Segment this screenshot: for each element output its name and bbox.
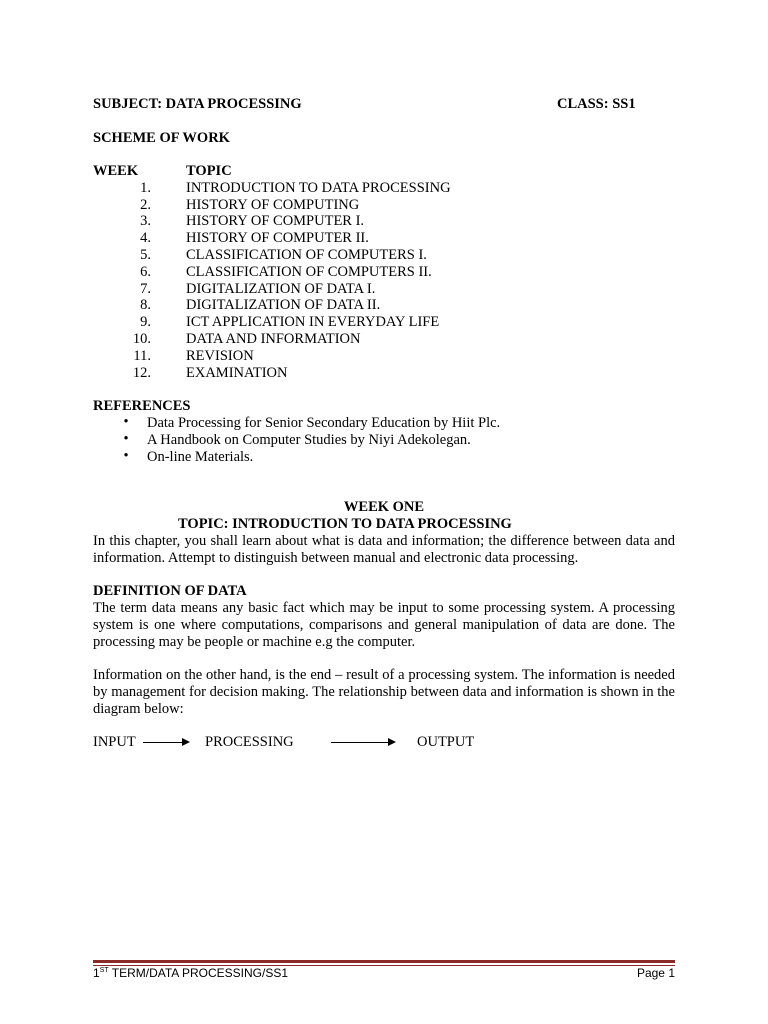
week-number: 11. — [133, 348, 151, 364]
footer-term-superscript: ST — [99, 967, 109, 974]
week-number: 4. — [140, 230, 151, 246]
definition-paragraph: The term data means any basic fact which may be input to some processing system. A processing system is one where computations, comparisons and general manipulation of data are done. The processing may be people or machine e.g the computer. — [93, 600, 675, 650]
information-paragraph: Information on the other hand, is the end – result of a processing system. The information is needed by management for decision making. The relationship between data and information is shown in the diagram below: — [93, 667, 675, 717]
week-topic: HISTORY OF COMPUTER I. — [186, 213, 365, 229]
week-topic: EXAMINATION — [186, 365, 288, 381]
arrow-line — [331, 742, 388, 743]
arrow-right-icon — [182, 738, 190, 746]
week-topic: DATA AND INFORMATION — [186, 331, 361, 347]
week-topic: ICT APPLICATION IN EVERYDAY LIFE — [186, 314, 440, 330]
references-title: REFERENCES — [93, 398, 191, 414]
week-number: 12. — [132, 365, 151, 381]
week-topic: DIGITALIZATION OF DATA I. — [186, 281, 376, 297]
page-number: Page 1 — [636, 966, 675, 980]
footer-divider — [93, 960, 675, 963]
week-number: 7. — [140, 281, 151, 297]
class-label: CLASS: SS1 — [557, 96, 636, 112]
reference-item: A Handbook on Computer Studies by Niyi Adekolegan. — [147, 432, 471, 448]
week-topic: HISTORY OF COMPUTER II. — [186, 230, 369, 246]
week-topic: CLASSIFICATION OF COMPUTERS I. — [186, 247, 427, 263]
processing-label: PROCESSING — [205, 734, 294, 750]
reference-item: Data Processing for Senior Secondary Education by Hiit Plc. — [147, 415, 501, 431]
week-number: 6. — [140, 264, 151, 280]
reference-item: On-line Materials. — [147, 449, 254, 465]
week-number: 2. — [140, 197, 151, 213]
week-topic: INTRODUCTION TO DATA PROCESSING — [186, 180, 451, 196]
week-number: 9. — [140, 314, 151, 330]
topic-column-header: TOPIC — [186, 163, 232, 179]
arrow-line — [143, 742, 182, 743]
scheme-title: SCHEME OF WORK — [93, 130, 230, 146]
week-one-intro: In this chapter, you shall learn about what is data and information; the difference between data and information. Attempt to distinguish between manual and electronic data processing. — [93, 533, 675, 566]
output-label: OUTPUT — [417, 734, 475, 750]
week-topic: HISTORY OF COMPUTING — [186, 197, 360, 213]
arrow-right-icon — [388, 738, 396, 746]
week-one-topic: TOPIC: INTRODUCTION TO DATA PROCESSING — [178, 516, 512, 532]
footer-term-number: 1 — [93, 966, 100, 980]
subject-label: SUBJECT: DATA PROCESSING — [93, 96, 302, 112]
week-number: 8. — [140, 297, 151, 313]
week-number: 3. — [140, 213, 151, 229]
footer-term-text: TERM/DATA PROCESSING/SS1 — [108, 966, 289, 980]
input-label: INPUT — [93, 734, 136, 750]
week-topic: REVISION — [186, 348, 254, 364]
week-topic: DIGITALIZATION OF DATA II. — [186, 297, 381, 313]
week-topic: CLASSIFICATION OF COMPUTERS II. — [186, 264, 432, 280]
week-number: 10. — [132, 331, 151, 347]
footer-term — [93, 966, 288, 980]
bullet-icon: • — [123, 448, 129, 464]
definition-title: DEFINITION OF DATA — [93, 583, 247, 599]
week-column-header: WEEK — [93, 163, 139, 179]
week-number: 1. — [140, 180, 151, 196]
bullet-icon: • — [123, 431, 129, 447]
bullet-icon: • — [123, 414, 129, 430]
week-number: 5. — [140, 247, 151, 263]
week-one-title: WEEK ONE — [343, 499, 425, 515]
